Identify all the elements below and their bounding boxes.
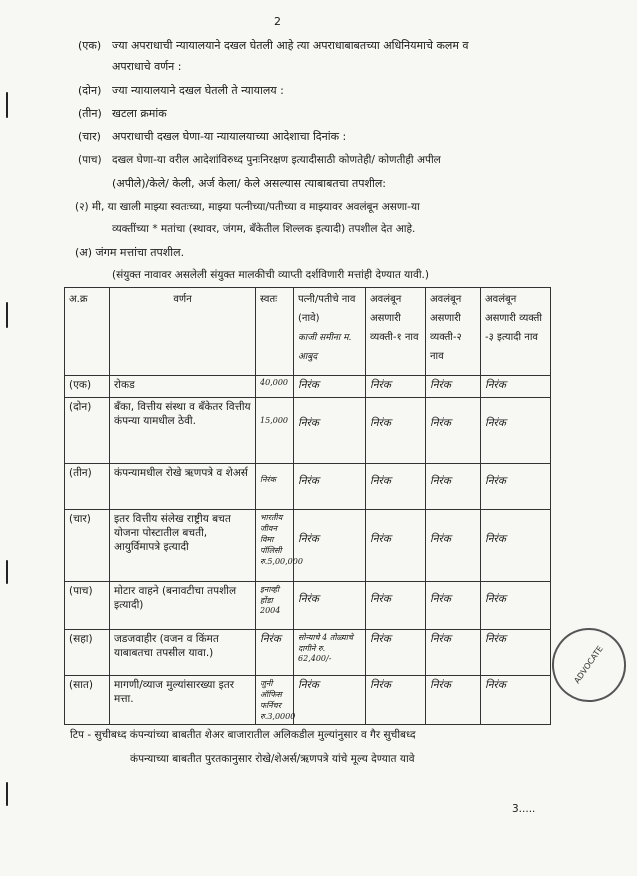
dependent-2-value: निरंक xyxy=(426,630,481,676)
dependent-3-value: निरंक xyxy=(481,676,551,725)
item-label: (पाच) xyxy=(78,154,102,166)
binder-hole-mark xyxy=(6,92,8,118)
spouse-value: सोन्याचे 4 तोळ्याचे दागीने रु. 62,400/- xyxy=(294,630,366,676)
dependent-1-value: निरंक xyxy=(366,630,426,676)
table-row xyxy=(65,510,551,582)
table-row xyxy=(65,676,551,725)
header-serial: अ.क्र xyxy=(65,288,110,376)
spouse-value: निरंक xyxy=(294,398,366,464)
dependent-3-value: निरंक xyxy=(481,398,551,464)
dependent-1-value: निरंक xyxy=(366,376,426,398)
spouse-value: निरंक xyxy=(294,676,366,725)
header-description: वर्णन xyxy=(110,288,256,376)
dependent-3-value: निरंक xyxy=(481,376,551,398)
dependent-3-value: निरंक xyxy=(481,630,551,676)
binder-hole-mark xyxy=(6,302,8,328)
dependent-2-value: निरंक xyxy=(426,676,481,725)
dependent-1-value: निरंक xyxy=(366,510,426,582)
item-text: अपराधाची दखल घेणा-या न्यायालयाच्या आदेशाचा दिनांक : xyxy=(112,130,347,143)
header-spouse-label: पत्नी/पतीचे नाव (नावे) xyxy=(298,294,356,324)
self-value: इनाव्ही होंडा 2004 xyxy=(256,582,294,630)
row-number: (एक) xyxy=(65,376,110,398)
advocate-stamp: ADVOCATE xyxy=(537,613,637,716)
self-value: जुनी ऑफिस फर्निचर रु.3,0000 xyxy=(256,676,294,725)
item-text: ज्या अपराधाची न्यायालयाने दखल घेतली आहे त्या अपराधाबाबतच्या अधिनियमाचे कलम व xyxy=(112,39,469,52)
spouse-value: निरंक xyxy=(294,510,366,582)
row-number: (तीन) xyxy=(65,464,110,510)
self-value: भारतीय जीवन विमा पॉलिसी रु.5,00,000 xyxy=(256,510,294,582)
row-number: (दोन) xyxy=(65,398,110,464)
self-value: निरंक xyxy=(256,630,294,676)
item-text: खटला क्रमांक xyxy=(112,107,167,120)
row-description: रोकड xyxy=(110,376,256,398)
table-row xyxy=(65,376,551,398)
item-label: (एक) xyxy=(78,39,102,52)
header-dependent-1: अवलंबून असणारी व्यक्ती-१ नाव xyxy=(366,288,426,376)
item-text: अपराधाचे वर्णन : xyxy=(112,60,182,73)
dependent-1-value: निरंक xyxy=(366,676,426,725)
footnote-line-1: टिप - सुचीबध्द कंपन्यांच्या बाबतीत शेअर बाजारातील अलिकडील मुल्यांनुसार व गैर सुचीबध्द xyxy=(70,729,416,741)
item-1-cont xyxy=(112,59,181,74)
spouse-name: काजी समीना म. आबुद xyxy=(298,333,352,362)
row-number: (पाच) xyxy=(65,582,110,630)
dependent-2-value: निरंक xyxy=(426,376,481,398)
table-row xyxy=(65,464,551,510)
item-text: (अपीले)/केले/ केली, अर्ज केला/ केले असल्यास त्याबाबतचा तपशील: xyxy=(112,177,386,190)
page-number: 2 xyxy=(274,15,281,28)
item-label: (तीन) xyxy=(78,107,102,120)
header-spouse xyxy=(294,288,366,376)
row-number: (चार) xyxy=(65,510,110,582)
spouse-value: निरंक xyxy=(294,582,366,630)
dependent-1-value: निरंक xyxy=(366,398,426,464)
dependent-3-value: निरंक xyxy=(481,510,551,582)
row-number: (सात) xyxy=(65,676,110,725)
binder-hole-mark xyxy=(6,560,8,584)
row-description: इतर वित्तीय संलेख राष्ट्रीय बचत योजना पोस्टातील बचती, आयुर्विमापत्रे इत्यादी xyxy=(110,510,256,582)
row-description: बँका, वित्तीय संस्था व बँकेतर वित्तीय कंपन्या यामधील ठेवी. xyxy=(110,398,256,464)
self-value: 15,000 xyxy=(256,398,294,464)
header-dependent-3: अवलंबून असणारी व्यक्ती -३ इत्यादी नाव xyxy=(481,288,551,376)
row-description: मागणी/व्याज मुल्यांसारख्या इतर मत्ता. xyxy=(110,676,256,725)
row-number: (सहा) xyxy=(65,630,110,676)
binder-hole-mark xyxy=(6,782,8,806)
dependent-2-value: निरंक xyxy=(426,510,481,582)
dependent-2-value: निरंक xyxy=(426,398,481,464)
spouse-value: निरंक xyxy=(294,464,366,510)
item-label: (दोन) xyxy=(78,84,102,97)
dependent-1-value: निरंक xyxy=(366,464,426,510)
item-text: ज्या न्यायालयाने दखल घेतली ते न्यायालय : xyxy=(112,84,284,97)
movable-assets-table xyxy=(64,287,551,725)
dependent-2-value: निरंक xyxy=(426,582,481,630)
item-2 xyxy=(78,83,284,98)
self-value: 40,000 xyxy=(256,376,294,398)
header-dependent-2: अवलंबून असणारी व्यक्ती-२ नाव xyxy=(426,288,481,376)
row-description: जडजवाहीर (वजन व किंमत याबाबतचा तपसील यावा.) xyxy=(110,630,256,676)
item-3 xyxy=(78,106,167,121)
table-row xyxy=(65,582,551,630)
table-row xyxy=(65,398,551,464)
joint-ownership-note: (संयुक्त नावावर असलेली संयुक्त मालकीची व्याप्ती दर्शविणारी मत्तांही देण्यात यावी.) xyxy=(112,269,429,281)
table-row xyxy=(65,630,551,676)
next-page-marker: 3..... xyxy=(512,803,536,815)
section-2-line-1: (२) मी, या खाली माझ्या स्वतःच्या, माझ्या पत्नीच्या/पतीच्या व माझ्यावर अवलंबून असणा-या xyxy=(75,201,420,213)
item-5 xyxy=(78,153,441,167)
dependent-1-value: निरंक xyxy=(366,582,426,630)
table-header-row xyxy=(65,288,551,376)
item-1 xyxy=(78,38,469,53)
footnote-line-2: कंपन्याच्या बाबतीत पुरतकानुसार रोखे/शेअर्स/ऋणपत्रे यांचे मूल्य देण्यात यावे xyxy=(130,753,415,765)
row-description: कंपन्यामधील रोखे ऋणपत्रे व शेअर्स xyxy=(110,464,256,510)
dependent-3-value: निरंक xyxy=(481,582,551,630)
row-description: मोटार वाहने (बनावटीचा तपशील इत्यादी) xyxy=(110,582,256,630)
item-4 xyxy=(78,129,346,144)
section-2-line-2: व्यक्तींच्या * मतांचा (स्थावर, जंगम, बँकेतील शिल्लक इत्यादी) तपशील देत आहे. xyxy=(112,223,416,235)
header-self: स्वतः xyxy=(256,288,294,376)
item-5-cont xyxy=(112,176,386,191)
section-a-heading: (अ) जंगम मत्तांचा तपशील. xyxy=(75,246,185,259)
dependent-2-value: निरंक xyxy=(426,464,481,510)
item-label: (चार) xyxy=(78,130,101,143)
item-text: दखल घेणा-या वरील आदेशांविरुध्द पुनःनिरक्षण इत्यादीसाठी कोणतेही/ कोणतीही अपील xyxy=(112,154,441,166)
spouse-value: निरंक xyxy=(294,376,366,398)
dependent-3-value: निरंक xyxy=(481,464,551,510)
self-value: निरंक xyxy=(256,464,294,510)
